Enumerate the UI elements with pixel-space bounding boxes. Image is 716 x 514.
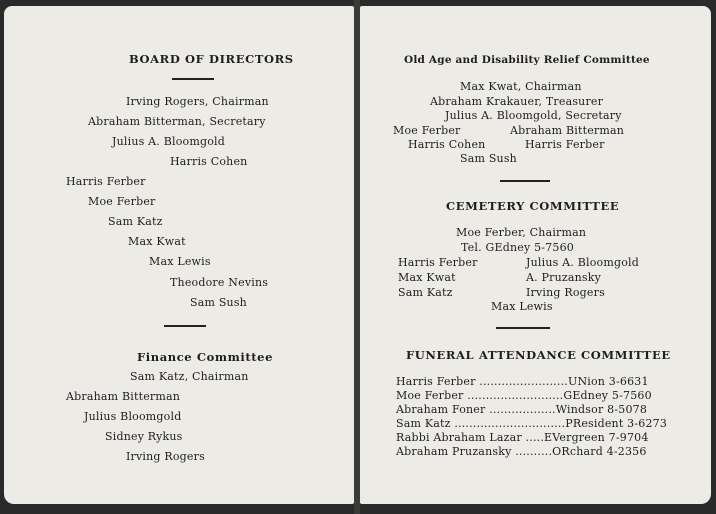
- leader-dots: .....: [525, 431, 545, 444]
- funeral-row: [396, 403, 647, 417]
- leader-dots: ..................: [489, 403, 556, 416]
- left-page: [4, 6, 354, 504]
- cemetery-phone: Tel. GEdney 5-7560: [461, 241, 574, 254]
- relief-member: Abraham Bitterman: [510, 124, 625, 137]
- finance-member: Abraham Bitterman: [66, 390, 181, 403]
- funeral-exchange: Windsor: [555, 403, 604, 416]
- funeral-name: Abraham Foner: [396, 403, 486, 416]
- divider: [496, 327, 550, 329]
- funeral-name: Moe Ferber: [396, 389, 464, 402]
- cemetery-member: A. Pruzansky: [526, 271, 602, 284]
- leader-dots: ........................: [479, 375, 568, 388]
- board-member: Max Lewis: [149, 255, 211, 268]
- funeral-exchange: ORchard: [552, 445, 603, 458]
- board-member: Max Kwat: [128, 235, 186, 248]
- leader-dots: ..........................: [467, 389, 564, 402]
- funeral-name: Sam Katz: [396, 417, 451, 430]
- relief-member: Abraham Krakauer, Treasurer: [430, 95, 604, 108]
- finance-member: Julius Bloomgold: [84, 410, 182, 423]
- cemetery-member: Max Lewis: [491, 300, 553, 313]
- board-member: Moe Ferber: [88, 195, 156, 208]
- funeral-row: [396, 375, 649, 389]
- relief-member: Max Kwat, Chairman: [460, 80, 582, 93]
- board-member: Sam Sush: [190, 296, 247, 309]
- funeral-number: 3-6631: [608, 375, 649, 388]
- leader-dots: ..............................: [454, 417, 566, 430]
- funeral-row: [396, 417, 667, 431]
- cemetery-member: Sam Katz: [398, 286, 453, 299]
- funeral-exchange: GEdney: [563, 389, 609, 402]
- board-member: Julius A. Bloomgold: [112, 135, 225, 148]
- funeral-name: Harris Ferber: [396, 375, 476, 388]
- leader-dots: ..........: [515, 445, 553, 458]
- finance-member: Irving Rogers: [126, 450, 205, 463]
- funeral-row: [396, 445, 647, 459]
- funeral-exchange: EVergreen: [544, 431, 605, 444]
- cemetery-member: Moe Ferber, Chairman: [456, 226, 587, 239]
- board-member: Harris Ferber: [66, 175, 146, 188]
- right-page: [360, 6, 711, 504]
- divider: [500, 180, 550, 182]
- relief-member: Moe Ferber: [393, 124, 461, 137]
- board-member: Theodore Nevins: [170, 276, 269, 289]
- finance-committee-heading: Finance Committee: [137, 350, 274, 364]
- cemetery-member: Harris Ferber: [398, 256, 478, 269]
- funeral-number: 3-6273: [627, 417, 668, 430]
- board-member: Abraham Bitterman, Secretary: [88, 115, 266, 128]
- funeral-number: 5-7560: [611, 389, 652, 402]
- funeral-number: 7-9704: [608, 431, 649, 444]
- finance-member: Sam Katz, Chairman: [130, 370, 249, 383]
- board-member: Harris Cohen: [170, 155, 248, 168]
- board-of-directors-heading: BOARD OF DIRECTORS: [129, 52, 294, 66]
- funeral-name: Abraham Pruzansky: [396, 445, 512, 458]
- board-member: Sam Katz: [108, 215, 163, 228]
- cemetery-committee-heading: CEMETERY COMMITTEE: [446, 199, 620, 213]
- finance-member: Sidney Rykus: [105, 430, 183, 443]
- funeral-committee-heading: FUNERAL ATTENDANCE COMMITTEE: [406, 348, 671, 362]
- funeral-exchange: PResident: [565, 417, 624, 430]
- divider: [172, 78, 214, 80]
- funeral-number: 8-5078: [607, 403, 648, 416]
- relief-member: Sam Sush: [460, 152, 517, 165]
- funeral-number: 4-2356: [606, 445, 647, 458]
- funeral-name: Rabbi Abraham Lazar: [396, 431, 522, 444]
- cemetery-member: Max Kwat: [398, 271, 456, 284]
- relief-member: Harris Cohen: [408, 138, 486, 151]
- divider: [164, 325, 206, 327]
- relief-member: Harris Ferber: [525, 138, 605, 151]
- cemetery-member: Julius A. Bloomgold: [526, 256, 639, 269]
- board-member: Irving Rogers, Chairman: [126, 95, 269, 108]
- relief-committee-heading: Old Age and Disability Relief Committee: [404, 54, 650, 66]
- funeral-row: [396, 431, 649, 445]
- cemetery-member: Irving Rogers: [526, 286, 605, 299]
- funeral-row: [396, 389, 652, 403]
- funeral-exchange: UNion: [567, 375, 606, 388]
- relief-member: Julius A. Bloomgold, Secretary: [445, 109, 622, 122]
